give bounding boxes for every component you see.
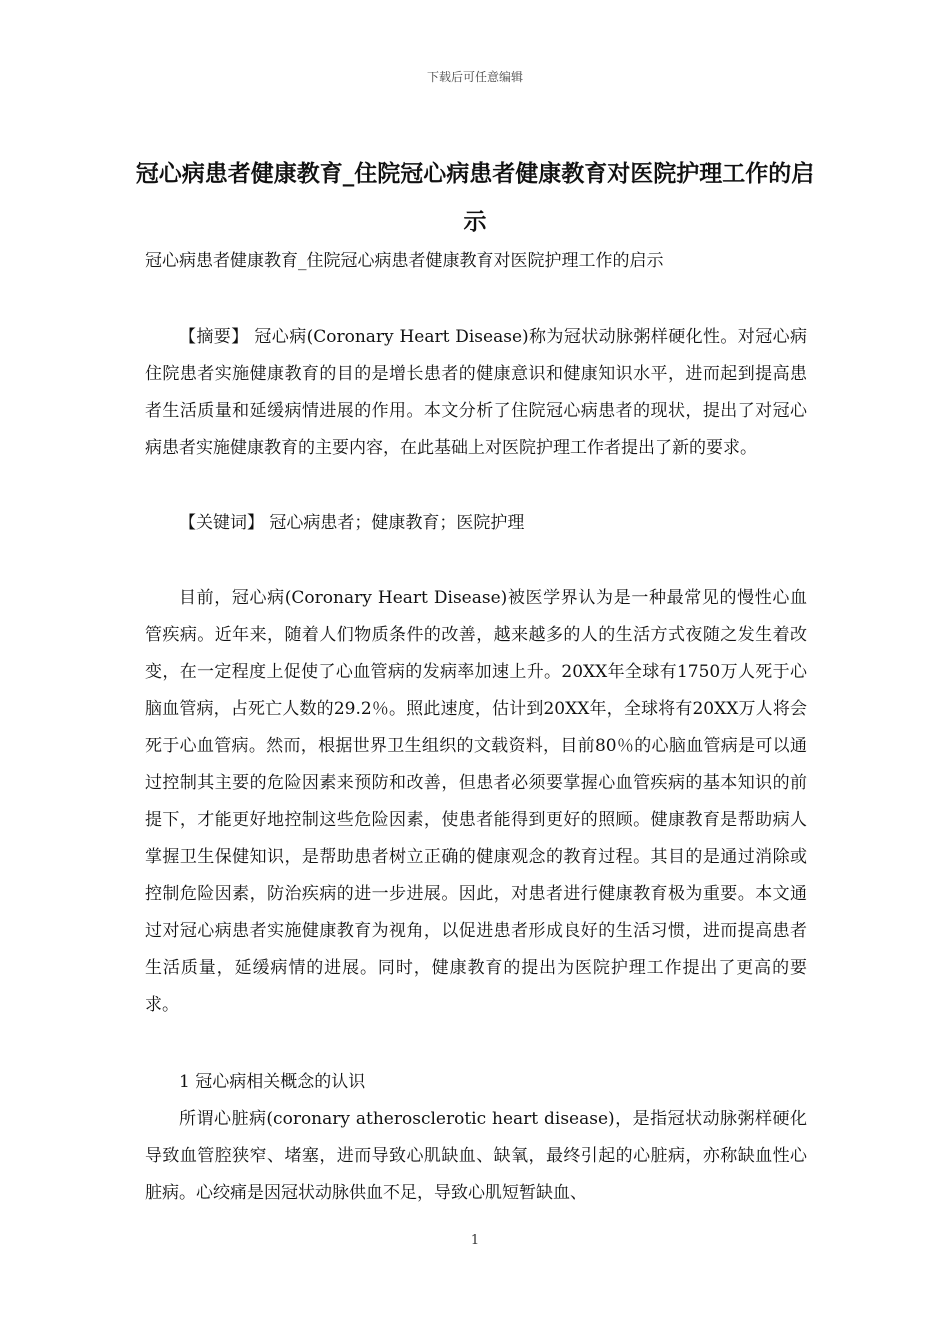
keywords-text: 冠心病患者；健康教育；医院护理 bbox=[269, 513, 525, 533]
page-number: 1 bbox=[470, 1233, 480, 1248]
abstract-label: 【摘要】 bbox=[179, 327, 249, 347]
abstract-text: 冠心病(Coronary Heart Disease)称为冠状动脉粥样硬化性。对冠心病住院患者实施健康教育的目的是增长患者的健康意识和健康知识水平，进而起到提高患者生活质量和延缓病情进展的作用。本文分析了住院冠心病患者的现状，提出了对冠心病患者实施健康教育的主要内容，在此基础上对医院护理工作者提出了新的要求。 bbox=[145, 327, 808, 458]
keywords-label: 【关键词】 bbox=[179, 513, 264, 533]
section-1-heading: 1 冠心病相关概念的认识 bbox=[179, 1072, 366, 1092]
document-title: 冠心病患者健康教育_住院冠心病患者健康教育对医院护理工作的启示 bbox=[135, 160, 815, 235]
keywords-paragraph bbox=[145, 505, 807, 542]
abstract-paragraph bbox=[145, 319, 807, 467]
document-subtitle: 冠心病患者健康教育_住院冠心病患者健康教育对医院护理工作的启示 bbox=[145, 251, 664, 271]
header-note: 下载后可任意编辑 bbox=[426, 70, 523, 84]
section-1-paragraph: 所谓心脏病(coronary atherosclerotic heart disease)，是指冠状动脉粥样硬化导致血管腔狭窄、堵塞，进而导致心肌缺血、缺氧，最终引起的心脏病，亦称缺血性心脏病。心绞痛是因冠状动脉供血不足，导致心肌短暂缺血、 bbox=[145, 1109, 807, 1203]
intro-paragraph: 目前，冠心病(Coronary Heart Disease)被医学界认为是一种最常见的慢性心血管疾病。近年来，随着人们物质条件的改善，越来越多的人的生活方式夜随之发生着改变，在一定程度上促使了心血管病的发病率加速上升。20XX年全球有1750万人死于心脑血管病，占死亡人数的29.2％。照此速度，估计到20XX年，全球将有20XX万人将会死于心血管病。然而，根据世界卫生组织的文载资料，目前80％的心脑血管病是可以通过控制其主要的危险因素来预防和改善，但患者必须要掌握心血管疾病的基本知识的前提下，才能更好地控制这些危险因素，使患者能得到更好的照顾。健康教育是帮助病人掌握卫生保健知识，是帮助患者树立正确的健康观念的教育过程。其目的是通过消除或控制危险因素，防治疾病的进一步进展。因此，对患者进行健康教育极为重要。本文通过对冠心病患者实施健康教育为视角，以促进患者形成良好的生活习惯，进而提高患者生活质量，延缓病情的进展。同时，健康教育的提出为医院护理工作提出了更高的要求。 bbox=[145, 588, 807, 1015]
